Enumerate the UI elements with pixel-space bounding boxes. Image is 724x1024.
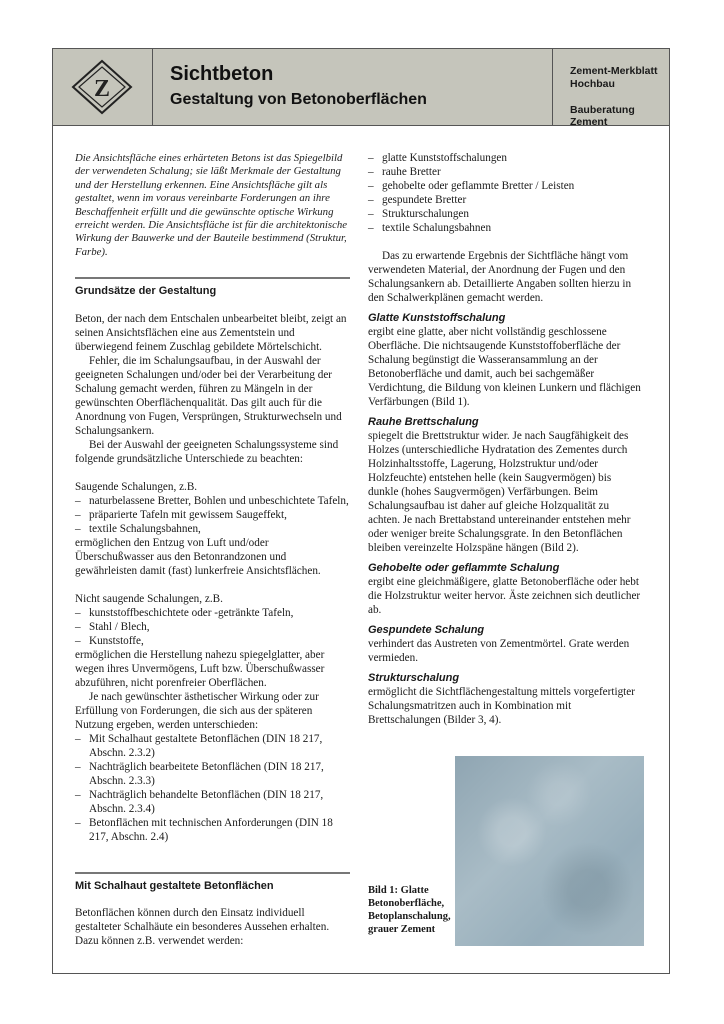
list-item: – Kunststoffe, bbox=[75, 635, 144, 647]
list-item: – Nachträglich bearbeitete Betonflächen (DIN 18 217, Abschn. 2.3.3) bbox=[75, 761, 324, 787]
paragraph: Je nach gewünschter ästhetischer Wirkung oder zur Erfüllung von Forderungen, die sich aus der späteren Nutzung ergeben, werden unterschieden: bbox=[75, 691, 319, 731]
list-item: – textile Schalungsbahnen, bbox=[75, 523, 201, 535]
section-heading-schalhaut: Mit Schalhaut gestaltete Betonflächen bbox=[75, 880, 274, 892]
list-item: – präparierte Tafeln mit gewissem Saugeffekt, bbox=[75, 509, 287, 521]
subheading-rauhe-brettschalung: Rauhe Brettschalung bbox=[368, 416, 479, 428]
figure-caption: Bild 1: Glatte Betonoberfläche, Betoplanschalung, grauer Zement bbox=[368, 885, 451, 935]
list-item: – gehobelte oder geflammte Bretter / Leisten bbox=[368, 180, 575, 192]
subheading-gehobelte-schalung: Gehobelte oder geflammte Schalung bbox=[368, 562, 560, 574]
list-item: – glatte Kunststoffschalungen bbox=[368, 152, 507, 164]
section-heading-grundsaetze: Grundsätze der Gestaltung bbox=[75, 285, 217, 297]
list-item: – Nachträglich behandelte Betonflächen (DIN 18 217, Abschn. 2.3.4) bbox=[75, 789, 324, 815]
subheading-glatte-kunststoffschalung: Glatte Kunststoffschalung bbox=[368, 312, 506, 324]
list-item: – Strukturschalungen bbox=[368, 208, 469, 220]
paragraph: spiegelt die Brettstruktur wider. Je nach Saugfähigkeit des Holzes (unterschiedliche Hydratation des Zementes durch Holzinhaltsstoffe, Lagerung, Holzstruktur und/oder Holzfeuchte) entstehen helle (kein Saugvermögen) bis dunkle (hohes Saugvermögen) Verfärbungen. Beim Schalungsaufbau ist daher auf gleiche Holzqualität zu achten. Je nach Brettabstand untereinander entstehen mehr oder weniger breite Schalungsgrate. In den Betonflächen bleiben vereinzelte Holzspäne hängen (Bild 2). bbox=[368, 430, 631, 554]
list-item: – Betonflächen mit technischen Anforderungen (DIN 18 217, Abschn. 2.4) bbox=[75, 817, 333, 843]
paragraph: ermöglicht die Sichtflächengestaltung mittels vorgefertigter Schalungsmatritzen auch in Kombination mit Brettschalungen (Bilder 3, 4). bbox=[368, 686, 635, 726]
intro-text: Die Ansichtsfläche eines erhärteten Betons ist das Spiegelbild der verwendeten Schalung; sie läßt Merkmale der Gestaltung und der Herstellung erkennen. Eine Ansichtsfläche gilt als gestaltet, wenn im voraus vereinbarte Forderungen an ihre Beschaffenheit erfüllt und die gewünschte optische Wirkung erreicht werden. Die Ansichtsfläche ist für die architektonische Wirkung der Bauwerke und der Bauteile bestimmend (Struktur, Farbe). bbox=[75, 152, 348, 258]
list-item: – textile Schalungsbahnen bbox=[368, 222, 492, 234]
title-box bbox=[153, 49, 553, 125]
paragraph: Das zu erwartende Ergebnis der Sichtfläche hängt vom verwendeten Material, der Anordnung der Fugen und den Schalungsankern ab. Detaillierte Angaben sollten hierzu in den Schalwerkplänen gemacht werden. bbox=[368, 250, 632, 304]
section-divider bbox=[75, 277, 350, 279]
concrete-surface-photo bbox=[455, 756, 644, 946]
paragraph: ergibt eine glatte, aber nicht vollständig geschlossene Oberfläche. Die nichtsaugende Kunststoffoberfläche der Schalung begünstigt die Wasseransammlung an der Betonoberfläche und damit, auch bei sachgemäßer Verdichtung, die Bildung von kleinen Lunkern und flächigen Verfärbungen (Bild 1). bbox=[368, 326, 641, 408]
right-column bbox=[368, 151, 643, 727]
paragraph: Fehler, die im Schalungsaufbau, in der Auswahl der geeigneten Schalungen und/oder bei der Verarbeitung der Schalung gemacht werden, führen zu Mängeln in der gewünschten Oberflächenqualität. Das gilt auch für die Anordnung von Fugen, Versprüngen, Strukturwechseln und Schalungsankern. bbox=[75, 355, 342, 437]
list-item: – Mit Schalhaut gestaltete Betonflächen (DIN 18 217, Abschn. 2.3.2) bbox=[75, 733, 323, 759]
list-item: – naturbelassene Bretter, Bohlen und unbeschichtete Tafeln, bbox=[75, 495, 349, 507]
subheading-gespundete-schalung: Gespundete Schalung bbox=[368, 624, 485, 636]
section-body-grundsaetze bbox=[75, 312, 350, 844]
list-heading: Nicht saugende Schalungen, z.B. bbox=[75, 593, 223, 605]
paragraph: ergibt eine gleichmäßigere, glatte Betonoberfläche oder hebt die Holzstruktur weiter hervor. Äste zeichnen sich deutlicher ab. bbox=[368, 576, 641, 616]
logo-box bbox=[53, 49, 153, 125]
header-bar bbox=[52, 48, 670, 126]
publisher-label: Bauberatung Zement bbox=[570, 104, 635, 128]
paragraph: ermöglichen den Entzug von Luft und/oder Überschußwasser aus den Betonrandzonen und gewährleisten damit (fast) lunkerfreie Ansichtsflächen. bbox=[75, 537, 321, 577]
subheading-strukturschalung: Strukturschalung bbox=[368, 672, 460, 684]
paragraph: verhindert das Austreten von Zementmörtel. Grate werden vermieden. bbox=[368, 638, 630, 664]
meta-box bbox=[553, 49, 669, 128]
paragraph: ermöglichen die Herstellung nahezu spiegelglatter, aber wegen ihres Unvermögens, Luft bzw. Überschußwasser abzuführen, nicht porenfreier Oberflächen. bbox=[75, 649, 325, 689]
list-item: – Stahl / Blech, bbox=[75, 621, 150, 633]
paragraph: Bei der Auswahl der geeigneten Schalungssysteme sind folgende grundsätzliche Unterschiede zu beachten: bbox=[75, 439, 339, 465]
zement-logo-icon bbox=[71, 59, 133, 115]
svg-text:Z: Z bbox=[93, 76, 111, 102]
list-item: – rauhe Bretter bbox=[368, 166, 441, 178]
page-subtitle: Gestaltung von Betonoberflächen bbox=[170, 91, 427, 108]
series-label: Zement-Merkblatt Hochbau bbox=[570, 65, 658, 90]
list-item: – kunststoffbeschichtete oder -getränkte Tafeln, bbox=[75, 607, 294, 619]
section-divider bbox=[75, 872, 350, 874]
list-item: – gespundete Bretter bbox=[368, 194, 467, 206]
page-title: Sichtbeton bbox=[170, 63, 274, 85]
paragraph: Beton, der nach dem Entschalen unbearbeitet bleibt, zeigt an seinen Ansichtsflächen eine aus Zementstein und überwiegend feinem Zuschlag gebildete Mörtelschicht. bbox=[75, 313, 347, 353]
section-body-schalhaut: Betonflächen können durch den Einsatz individuell gestalteter Schalhäute ein besonderes Aussehen erhalten. Dazu können z.B. verwendet werden: bbox=[75, 907, 330, 947]
list-heading: Saugende Schalungen, z.B. bbox=[75, 481, 198, 493]
